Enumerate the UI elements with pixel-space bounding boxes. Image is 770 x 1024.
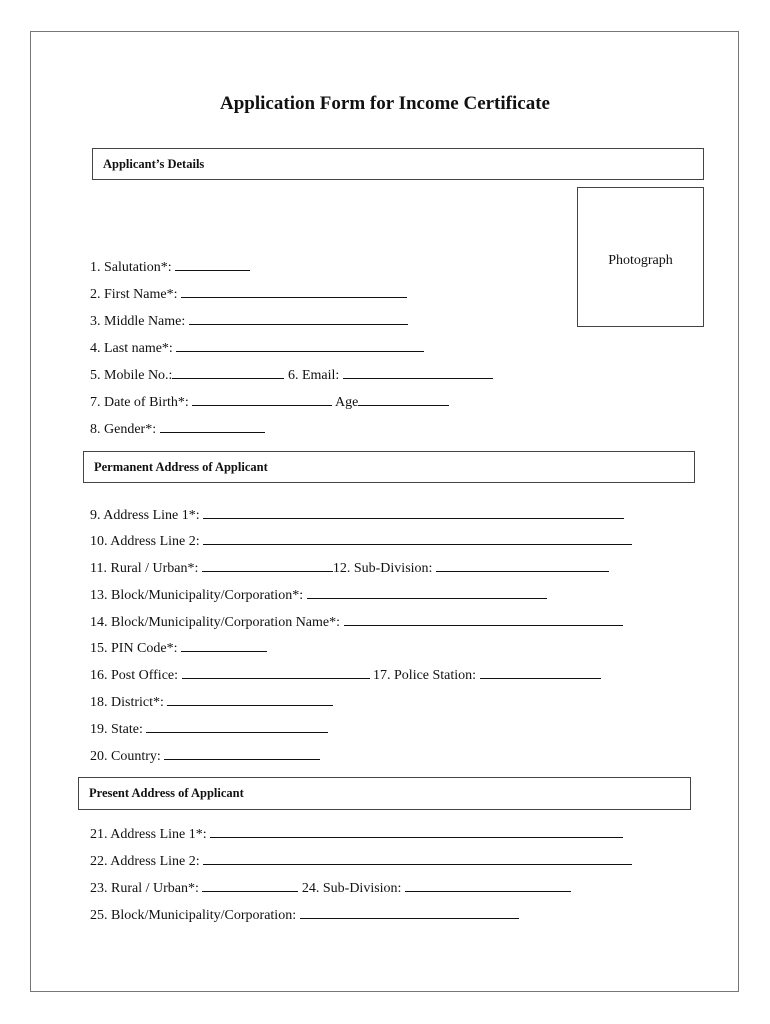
photograph-label: Photograph xyxy=(608,253,673,268)
mobile-input[interactable] xyxy=(172,365,284,379)
field-label: 4. Last name*: xyxy=(90,341,173,356)
field-mobile-email xyxy=(90,365,493,385)
field-label: 19. State: xyxy=(90,722,143,737)
field-label: 25. Block/Municipality/Corporation: xyxy=(90,908,297,923)
first-name-input[interactable] xyxy=(181,284,407,298)
address-line-2-input[interactable] xyxy=(203,531,632,545)
rural-urban-input[interactable] xyxy=(202,558,333,572)
field-pin-code xyxy=(90,638,267,658)
section-label: Permanent Address of Applicant xyxy=(94,460,268,474)
field-block-municipality xyxy=(90,585,547,605)
last-name-input[interactable] xyxy=(176,338,424,352)
field-first-name xyxy=(90,284,407,304)
field-label: 1. Salutation*: xyxy=(90,260,172,275)
present-rural-urban-input[interactable] xyxy=(202,878,298,892)
field-label: 22. Address Line 2: xyxy=(90,854,200,869)
field-label: 23. Rural / Urban*: xyxy=(90,881,199,896)
field-label: 10. Address Line 2: xyxy=(90,534,200,549)
state-input[interactable] xyxy=(146,719,328,733)
section-label: Applicant’s Details xyxy=(103,157,205,171)
section-applicant-details xyxy=(92,148,704,180)
field-label: 14. Block/Municipality/Corporation Name*: xyxy=(90,615,341,630)
age-input[interactable] xyxy=(358,392,449,406)
field-present-address-line-1 xyxy=(90,824,623,844)
field-label: 15. PIN Code*: xyxy=(90,641,178,656)
field-salutation xyxy=(90,257,250,277)
country-input[interactable] xyxy=(164,746,320,760)
section-label: Present Address of Applicant xyxy=(89,786,244,800)
field-label: 24. Sub-Division: xyxy=(301,881,402,896)
field-block-municipality-name xyxy=(90,612,623,632)
field-gender xyxy=(90,419,265,439)
field-present-block-municipality xyxy=(90,905,519,925)
field-state xyxy=(90,719,328,739)
field-country xyxy=(90,746,320,766)
block-municipality-name-input[interactable] xyxy=(344,612,623,626)
field-label: 20. Country: xyxy=(90,749,161,764)
field-label: Age xyxy=(335,395,359,410)
present-sub-division-input[interactable] xyxy=(405,878,571,892)
field-middle-name xyxy=(90,311,408,331)
field-label: 9. Address Line 1*: xyxy=(90,508,200,523)
field-label: 13. Block/Municipality/Corporation*: xyxy=(90,588,304,603)
block-municipality-input[interactable] xyxy=(307,585,547,599)
district-input[interactable] xyxy=(167,692,333,706)
field-label: 6. Email: xyxy=(287,368,340,383)
field-label: 21. Address Line 1*: xyxy=(90,827,207,842)
field-label: 17. Police Station: xyxy=(373,668,477,683)
field-post-office-police xyxy=(90,665,601,685)
form-title: Application Form for Income Certificate xyxy=(220,93,550,114)
police-station-input[interactable] xyxy=(480,665,601,679)
field-label: 5. Mobile No.: xyxy=(90,368,173,383)
email-input[interactable] xyxy=(343,365,493,379)
field-district xyxy=(90,692,333,712)
post-office-input[interactable] xyxy=(182,665,370,679)
address-line-1-input[interactable] xyxy=(203,505,624,519)
present-block-municipality-input[interactable] xyxy=(300,905,519,919)
field-address-line-2 xyxy=(90,531,632,551)
field-present-rural-subdivision xyxy=(90,878,571,898)
field-label: 3. Middle Name: xyxy=(90,314,186,329)
field-rural-urban-subdivision xyxy=(90,558,609,578)
present-address-line-1-input[interactable] xyxy=(210,824,623,838)
field-label: 11. Rural / Urban*: xyxy=(90,561,199,576)
dob-input[interactable] xyxy=(192,392,332,406)
salutation-input[interactable] xyxy=(175,257,250,271)
field-label: 7. Date of Birth*: xyxy=(90,395,189,410)
field-label: 18. District*: xyxy=(90,695,164,710)
pin-code-input[interactable] xyxy=(181,638,267,652)
field-label: 12. Sub-Division: xyxy=(332,561,433,576)
middle-name-input[interactable] xyxy=(189,311,408,325)
field-label: 8. Gender*: xyxy=(90,422,157,437)
section-present-address xyxy=(78,777,691,810)
gender-input[interactable] xyxy=(160,419,265,433)
field-address-line-1 xyxy=(90,505,624,525)
sub-division-input[interactable] xyxy=(436,558,609,572)
present-address-line-2-input[interactable] xyxy=(203,851,632,865)
field-last-name xyxy=(90,338,424,358)
section-permanent-address xyxy=(83,451,695,483)
photograph-box xyxy=(577,187,704,327)
field-label: 2. First Name*: xyxy=(90,287,178,302)
field-present-address-line-2 xyxy=(90,851,632,871)
field-label: 16. Post Office: xyxy=(90,668,179,683)
field-dob-age xyxy=(90,392,449,412)
